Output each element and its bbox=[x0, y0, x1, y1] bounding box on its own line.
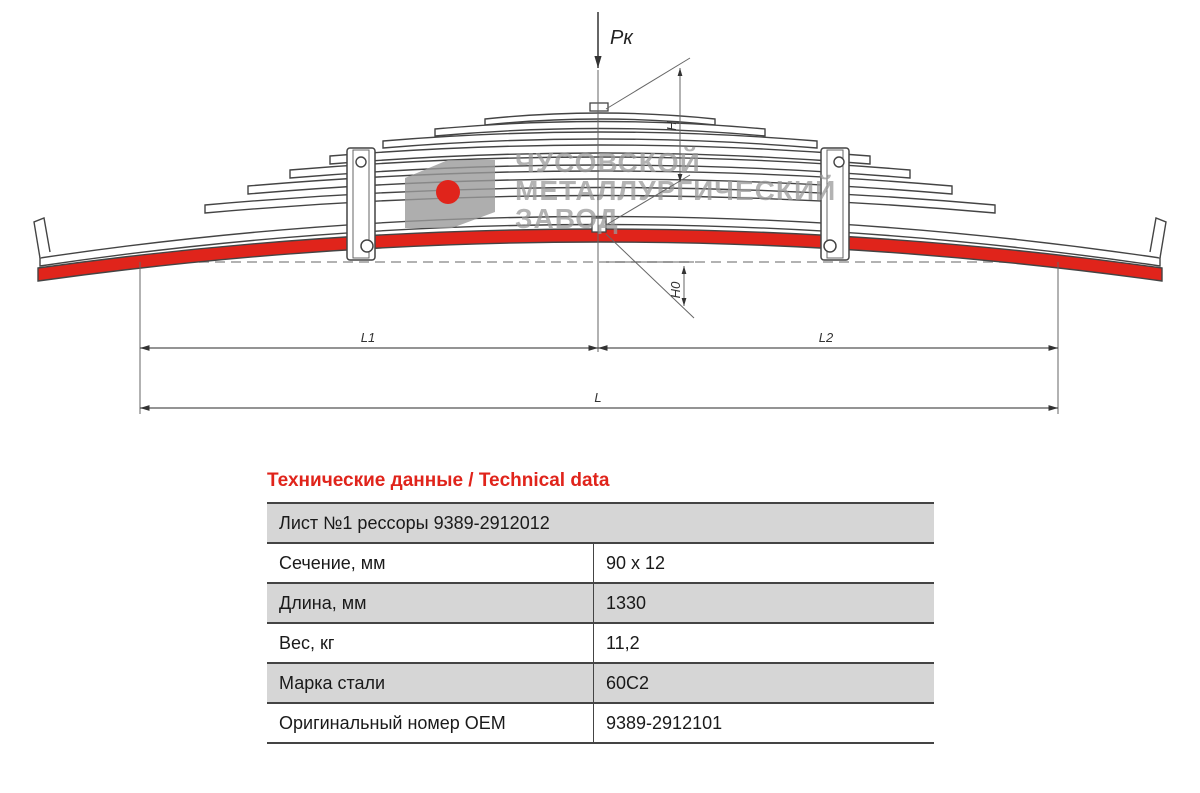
table-row bbox=[267, 663, 934, 703]
watermark-line-2: МЕТАЛЛУРГИЧЕСКИЙ bbox=[515, 175, 837, 206]
row-value: 1330 bbox=[594, 583, 935, 623]
row-label: Длина, мм bbox=[267, 583, 594, 623]
table-row bbox=[267, 543, 934, 583]
row-value: 90 x 12 bbox=[594, 543, 935, 583]
table-row bbox=[267, 583, 934, 623]
row-label: Сечение, мм bbox=[267, 543, 594, 583]
row-value: 9389-2912101 bbox=[594, 703, 935, 743]
row-value: 60С2 bbox=[594, 663, 935, 703]
row-label: Оригинальный номер OEM bbox=[267, 703, 594, 743]
height0-label: H0 bbox=[668, 281, 683, 299]
load-label: Pк bbox=[610, 27, 633, 49]
row-value: 11,2 bbox=[594, 623, 935, 663]
total-length-label: L bbox=[594, 390, 602, 405]
height-label: H bbox=[664, 121, 679, 131]
table-row bbox=[267, 623, 934, 663]
right-hook bbox=[1150, 218, 1166, 258]
right-length-label: L2 bbox=[818, 330, 834, 345]
height0-dimension bbox=[606, 234, 694, 318]
table-row bbox=[267, 703, 934, 743]
watermark-line-3: ЗАВОД bbox=[515, 203, 619, 234]
table-header-cell: Лист №1 рессоры 9389-2912012 bbox=[267, 503, 934, 543]
left-length-label: L1 bbox=[360, 330, 376, 345]
technical-data-title: Технические данные / Technical data bbox=[267, 470, 610, 491]
left-hook bbox=[34, 218, 50, 258]
watermark-line-1: ЧУСОВСКОЙ bbox=[515, 147, 701, 178]
table-header-row bbox=[267, 503, 934, 543]
row-label: Марка стали bbox=[267, 663, 594, 703]
left-clip bbox=[347, 148, 375, 260]
technical-data-table bbox=[267, 502, 934, 744]
row-label: Вес, кг bbox=[267, 623, 594, 663]
